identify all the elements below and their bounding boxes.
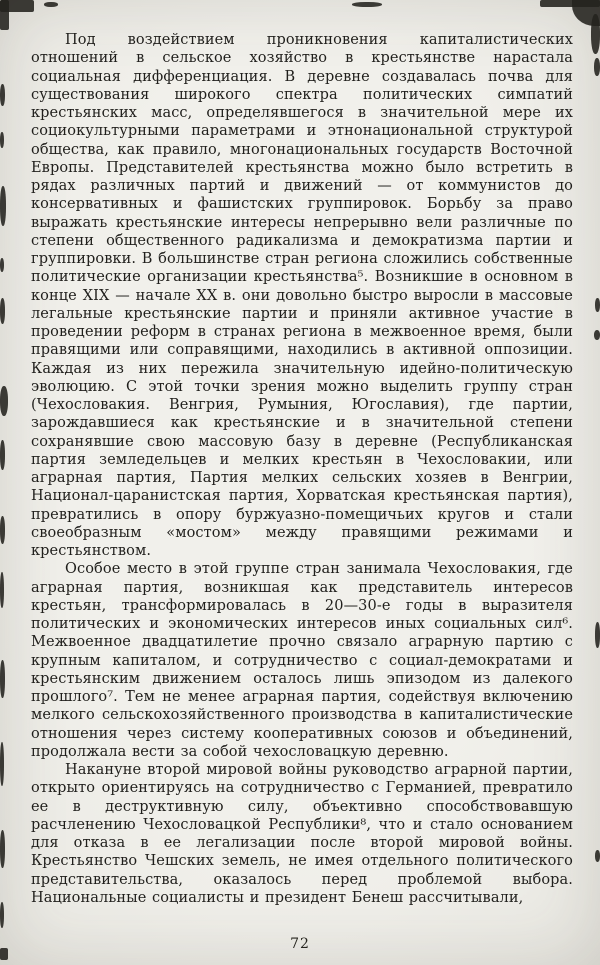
- scan-artifact: [595, 298, 600, 312]
- scan-artifact: [0, 572, 4, 608]
- scan-artifact: [44, 2, 58, 7]
- scan-artifact: [594, 58, 600, 76]
- page-number: 72: [290, 936, 310, 952]
- paragraph-2: Особое место в этой группе стран занимала Чехословакия, где аграрная партия, возникшая как представитель интересов крестьян, трансформировалась в 20—30-е годы в выразителя политических и экономических интересов иных социальных сил⁶. Межвоенное двадцатилетие прочно связало аграрную партию с крупным капиталом, и сотрудничество с социал-демократами и крестьянским движением осталось лишь эпизодом из далекого прошлого⁷. Тем не менее аграрная партия, содействуя включению мелкого сельскохозяйственного производства в капиталистические отношения через систему кооперативных союзов и объединений, продолжала вести за собой чехословацкую деревню.: [31, 561, 573, 760]
- scan-artifact: [0, 440, 5, 470]
- scan-artifact: [0, 742, 4, 786]
- scan-artifact: [0, 660, 5, 698]
- scan-artifact: [0, 386, 8, 416]
- scan-artifact: [352, 2, 382, 7]
- scan-artifact: [0, 902, 4, 928]
- scan-artifact: [595, 850, 600, 862]
- scan-artifact: [0, 132, 4, 148]
- scan-artifact: [0, 0, 9, 30]
- scan-artifact: [0, 298, 5, 324]
- page-text: [31, 31, 573, 907]
- paragraph-1: Под воздействием проникновения капиталистических отношений в сельское хозяйство в крестьянстве нарастала социальная дифференциация. В деревне создавалась почва для существования широкого спектра политических симпатий крестьянских масс, определявшегося в значительной мере их социокультурными параметрами и этнонациональной структурой общества, как правило, многонациональных государств Восточной Европы. Представителей крестьянства можно было встретить в рядах различных партий и движений — от коммунистов до консервативных и фашистских группировок. Борьбу за право выражать крестьянские интересы непрерывно вели различные по степени общественного радикализма и демократизма партии и группировки. В большинстве стран региона сложились собственные политические организации крестьянства⁵. Возникшие в основном в конце XIX — начале XX в. они довольно быстро выросли в массовые легальные крестьянские партии и приняли активное участие в проведении реформ в странах региона в межвоенное время, были правящими или соправящими, находились в активной оппозиции. Каждая из них пережила значительную идейно-политическую эволюцию. С этой точки зрения можно выделить группу стран (Чехословакия. Венгрия, Румыния, Югославия), где партии, зарождавшиеся как крестьянские и в значительной степени сохранявшие свою массовую базу в деревне (Республиканская партия земледельцев и мелких крестьян в Чехословакии, или аграрная партия, Партия мелких сельских хозяев в Венгрии, Национал-царанистская партия, Хорватская крестьянская партия), превратились в опору буржуазно-помещичьих кругов и стали своеобразным «мостом» между правящими режимами и крестьянством.: [31, 32, 573, 559]
- scan-artifact: [595, 622, 600, 648]
- scan-artifact: [0, 830, 5, 868]
- scan-artifact: [0, 84, 5, 106]
- scan-artifact: [591, 14, 600, 54]
- scan-artifact: [0, 258, 4, 272]
- scan-artifact: [0, 186, 6, 226]
- scan-artifact: [594, 330, 600, 340]
- paragraph-3: Накануне второй мировой войны руководство аграрной партии, открыто ориентируясь на сотрудничество с Германией, превратило ее в деструктивную силу, объективно способствовавшую расчленению Чехословацкой Республики⁸, что и стало основанием для отказа в ее легализации после второй мировой войны. Крестьянство Чешских земель, не имея отдельного политического представительства, оказалось перед проблемой выбора. Национальные социалисты и президент Бенеш рассчитывали,: [31, 762, 573, 906]
- scan-artifact: [0, 516, 5, 544]
